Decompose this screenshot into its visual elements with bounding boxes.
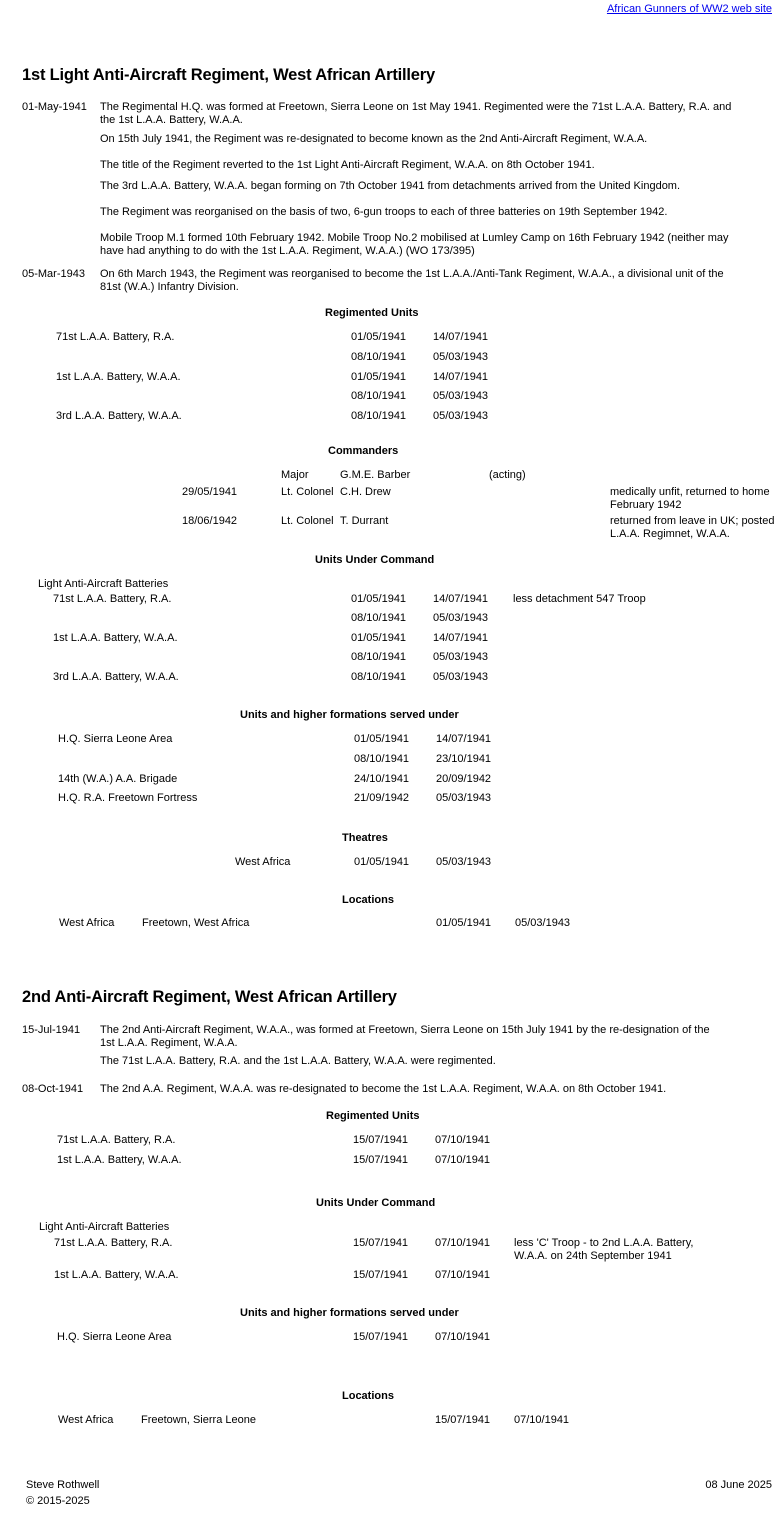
date-to: 07/10/1941: [435, 1269, 491, 1281]
date-from: 21/09/1942: [354, 792, 410, 804]
location-place: Freetown, Sierra Leone: [141, 1414, 256, 1426]
unit-name: 1st L.A.A. Battery, W.A.A.: [53, 632, 178, 644]
event-text: The 71st L.A.A. Battery, R.A. and the 1st L.A.A. Battery, W.A.A. were regimented.: [100, 1055, 496, 1067]
date-to: 05/03/1943: [433, 390, 489, 402]
unit-name: 1st L.A.A. Battery, W.A.A.: [56, 371, 181, 383]
date-from: 08/10/1941: [354, 753, 410, 765]
formation-name: 14th (W.A.) A.A. Brigade: [58, 773, 178, 785]
date-from: 15/07/1941: [435, 1414, 491, 1426]
unit-name: 71st L.A.A. Battery, R.A.: [53, 593, 172, 605]
date-to: 07/10/1941: [435, 1154, 491, 1166]
commander-note: medically unfit, returned to home February 1942: [610, 486, 770, 511]
event-text: The 3rd L.A.A. Battery, W.A.A. began forming on 7th October 1941 from detachments arrived from the United Kingdom.: [100, 180, 681, 192]
date-to: 07/10/1941: [435, 1237, 491, 1249]
event-text: The title of the Regiment reverted to the 1st Light Anti-Aircraft Regiment, W.A.A. on 8th October 1941.: [100, 159, 595, 171]
site-home-link[interactable]: African Gunners of WW2 web site: [606, 3, 772, 15]
date-to: 20/09/1942: [436, 773, 492, 785]
date-from: 15/07/1941: [353, 1269, 409, 1281]
commander-name: G.M.E. Barber: [340, 469, 411, 481]
event-text: The Regiment was reorganised on the basis of two, 6-gun troops to each of three batteries on 19th September 1942.: [100, 206, 668, 218]
date-to: 05/03/1943: [436, 856, 492, 868]
date-to: 05/03/1943: [515, 917, 571, 929]
commander-note: returned from leave in UK; posted L.A.A. Regimnet, W.A.A.: [610, 515, 775, 540]
regiment-title: 2nd Anti-Aircraft Regiment, West African Artillery: [22, 988, 397, 1006]
unit-group-label: Light Anti-Aircraft Batteries: [38, 578, 169, 590]
commander-date: 29/05/1941: [182, 486, 238, 498]
commander-name: T. Durrant: [340, 515, 389, 527]
commander-date: 18/06/1942: [182, 515, 238, 527]
date-from: 08/10/1941: [351, 612, 407, 624]
event-date: 05-Mar-1943: [22, 268, 85, 280]
unit-name: 1st L.A.A. Battery, W.A.A.: [54, 1269, 179, 1281]
theatre-name: West Africa: [235, 856, 291, 868]
commander-rank: Major: [281, 469, 309, 481]
section-heading-locations: Locations: [342, 1390, 394, 1402]
unit-name: 71st L.A.A. Battery, R.A.: [56, 331, 175, 343]
unit-name: 3rd L.A.A. Battery, W.A.A.: [56, 410, 182, 422]
location-region: West Africa: [59, 917, 115, 929]
date-from: 01/05/1941: [436, 917, 492, 929]
unit-note: less detachment 547 Troop: [513, 593, 646, 605]
date-from: 15/07/1941: [353, 1154, 409, 1166]
date-from: 15/07/1941: [353, 1237, 409, 1249]
event-text: The 2nd Anti-Aircraft Regiment, W.A.A., was formed at Freetown, Sierra Leone on 15th July 1941 by the re-designation of the 1st L.A.A. Regiment, W.A.A.: [100, 1024, 710, 1049]
section-heading-served-under: Units and higher formations served under: [240, 709, 459, 721]
unit-name: 71st L.A.A. Battery, R.A.: [57, 1134, 176, 1146]
formation-name: H.Q. Sierra Leone Area: [57, 1331, 172, 1343]
date-from: 15/07/1941: [353, 1134, 409, 1146]
formation-name: H.Q. R.A. Freetown Fortress: [58, 792, 198, 804]
commander-name: C.H. Drew: [340, 486, 391, 498]
date-to: 14/07/1941: [433, 331, 489, 343]
unit-name: 71st L.A.A. Battery, R.A.: [54, 1237, 173, 1249]
commander-status: (acting): [489, 469, 526, 481]
date-from: 15/07/1941: [353, 1331, 409, 1343]
footer-author: Steve Rothwell: [26, 1479, 100, 1491]
unit-note: less 'C' Troop - to 2nd L.A.A. Battery, W.A.A. on 24th September 1941: [514, 1237, 694, 1262]
footer-copyright: © 2015-2025: [26, 1495, 90, 1507]
date-to: 05/03/1943: [433, 410, 489, 422]
date-to: 07/10/1941: [514, 1414, 570, 1426]
date-to: 14/07/1941: [433, 632, 489, 644]
section-heading-served-under: Units and higher formations served under: [240, 1307, 459, 1319]
location-region: West Africa: [58, 1414, 114, 1426]
section-heading-theatres: Theatres: [342, 832, 388, 844]
date-from: 08/10/1941: [351, 651, 407, 663]
date-from: 01/05/1941: [354, 733, 410, 745]
date-from: 01/05/1941: [351, 632, 407, 644]
commander-rank: Lt. Colonel: [281, 486, 334, 498]
date-to: 14/07/1941: [433, 371, 489, 383]
date-to: 05/03/1943: [433, 612, 489, 624]
event-text: The Regimental H.Q. was formed at Freetown, Sierra Leone on 1st May 1941. Regimented were the 71st L.A.A. Battery, R.A. and the 1st L.A.A. Battery, W.A.A.: [100, 101, 732, 126]
footer-date: 08 June 2025: [705, 1479, 772, 1491]
date-to: 05/03/1943: [433, 651, 489, 663]
date-from: 01/05/1941: [351, 593, 407, 605]
date-from: 01/05/1941: [351, 331, 407, 343]
commander-rank: Lt. Colonel: [281, 515, 334, 527]
unit-group-label: Light Anti-Aircraft Batteries: [39, 1221, 170, 1233]
section-heading-units-under-command: Units Under Command: [316, 1197, 436, 1209]
date-from: 08/10/1941: [351, 410, 407, 422]
section-heading-locations: Locations: [342, 894, 394, 906]
date-to: 05/03/1943: [436, 792, 492, 804]
event-date: 01-May-1941: [22, 101, 87, 113]
date-to: 07/10/1941: [435, 1331, 491, 1343]
date-to: 14/07/1941: [433, 593, 489, 605]
event-text: The 2nd A.A. Regiment, W.A.A. was re-designated to become the 1st L.A.A. Regiment, W.A.A. on 8th October 1941.: [100, 1083, 667, 1095]
section-heading-commanders: Commanders: [328, 445, 399, 457]
date-from: 08/10/1941: [351, 351, 407, 363]
date-to: 05/03/1943: [433, 351, 489, 363]
event-date: 08-Oct-1941: [22, 1083, 84, 1095]
event-text: Mobile Troop M.1 formed 10th February 1942. Mobile Troop No.2 mobilised at Lumley Camp on 16th February 1942 (neither may have had anything to do with the 1st L.A.A. Regiment, W.A.A.) (WO 173/395): [100, 232, 729, 257]
date-to: 05/03/1943: [433, 671, 489, 683]
event-date: 15-Jul-1941: [22, 1024, 81, 1036]
event-text: On 15th July 1941, the Regiment was re-designated to become known as the 2nd Anti-Aircraft Regiment, W.A.A.: [100, 133, 648, 145]
section-heading-regimented-units: Regimented Units: [326, 1110, 420, 1122]
date-from: 24/10/1941: [354, 773, 410, 785]
location-place: Freetown, West Africa: [142, 917, 250, 929]
date-from: 01/05/1941: [354, 856, 410, 868]
unit-name: 1st L.A.A. Battery, W.A.A.: [57, 1154, 182, 1166]
date-from: 01/05/1941: [351, 371, 407, 383]
formation-name: H.Q. Sierra Leone Area: [58, 733, 173, 745]
date-from: 08/10/1941: [351, 671, 407, 683]
date-to: 23/10/1941: [436, 753, 492, 765]
event-text: On 6th March 1943, the Regiment was reorganised to become the 1st L.A.A./Anti-Tank Regiment, W.A.A., a divisional unit of the 81st (W.A.) Infantry Division.: [100, 268, 724, 293]
section-heading-units-under-command: Units Under Command: [315, 554, 435, 566]
section-heading-regimented-units: Regimented Units: [325, 307, 419, 319]
regiment-title: 1st Light Anti-Aircraft Regiment, West African Artillery: [22, 66, 435, 84]
date-from: 08/10/1941: [351, 390, 407, 402]
unit-name: 3rd L.A.A. Battery, W.A.A.: [53, 671, 179, 683]
date-to: 14/07/1941: [436, 733, 492, 745]
date-to: 07/10/1941: [435, 1134, 491, 1146]
